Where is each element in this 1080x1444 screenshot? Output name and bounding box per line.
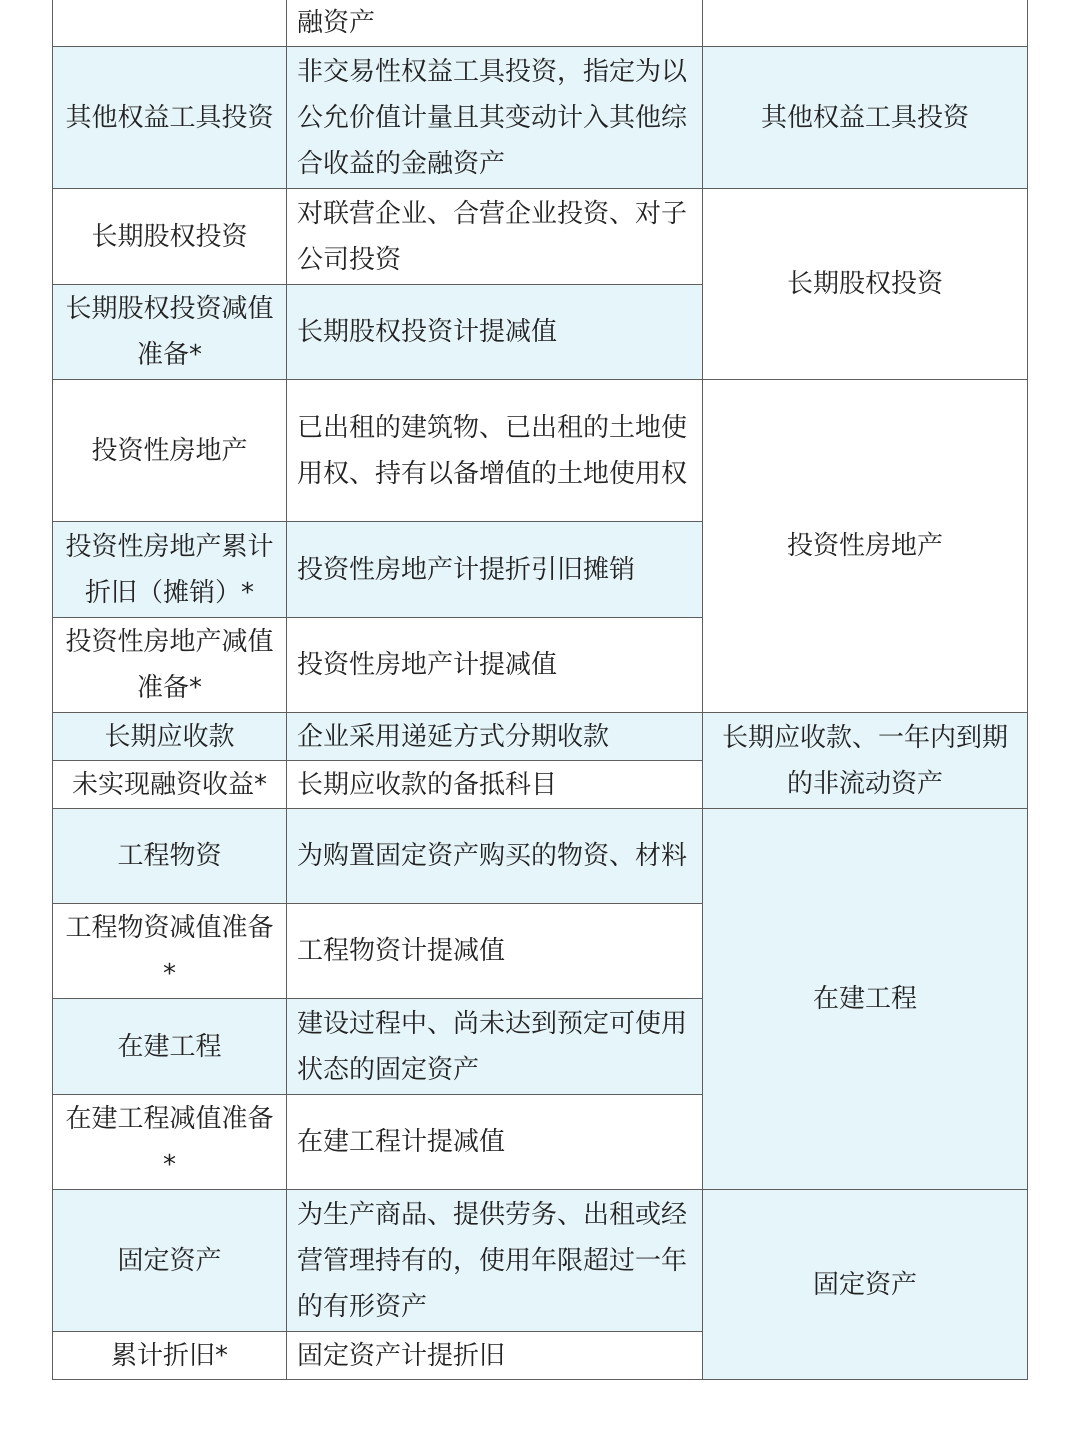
- description-cell: 融资产: [287, 0, 703, 47]
- report-item-cell: 其他权益工具投资: [703, 47, 1028, 189]
- description-cell: 企业采用递延方式分期收款: [287, 713, 703, 761]
- description-cell: 已出租的建筑物、已出租的土地使用权、持有以备增值的土地使用权: [287, 380, 703, 522]
- account-name-cell: 工程物资: [53, 809, 287, 904]
- accounts-table-container: [52, 0, 1027, 1380]
- account-name-cell: 未实现融资收益*: [53, 761, 287, 809]
- account-name-cell: 投资性房地产: [53, 380, 287, 522]
- description-cell: 长期应收款的备抵科目: [287, 761, 703, 809]
- description-cell: 投资性房地产计提减值: [287, 618, 703, 713]
- table-row: [53, 1190, 1028, 1332]
- table-row: [53, 47, 1028, 189]
- report-item-cell: 投资性房地产: [703, 380, 1028, 713]
- table-row: [53, 809, 1028, 904]
- account-name-cell: [53, 0, 287, 47]
- account-name-cell: 长期应收款: [53, 713, 287, 761]
- account-name-cell: 工程物资减值准备*: [53, 904, 287, 999]
- table-row: [53, 0, 1028, 47]
- report-item-cell: 在建工程: [703, 809, 1028, 1190]
- description-cell: 为购置固定资产购买的物资、材料: [287, 809, 703, 904]
- report-item-cell: 长期股权投资: [703, 189, 1028, 380]
- description-cell: 非交易性权益工具投资，指定为以公允价值计量且其变动计入其他综合收益的金融资产: [287, 47, 703, 189]
- description-cell: 为生产商品、提供劳务、出租或经营管理持有的，使用年限超过一年的有形资产: [287, 1190, 703, 1332]
- report-item-cell: 长期应收款、一年内到期的非流动资产: [703, 713, 1028, 809]
- description-cell: 固定资产计提折旧: [287, 1332, 703, 1380]
- description-cell: 对联营企业、合营企业投资、对子公司投资: [287, 189, 703, 285]
- description-cell: 长期股权投资计提减值: [287, 285, 703, 380]
- account-name-cell: 投资性房地产减值准备*: [53, 618, 287, 713]
- account-name-cell: 其他权益工具投资: [53, 47, 287, 189]
- account-name-cell: 长期股权投资: [53, 189, 287, 285]
- account-name-cell: 固定资产: [53, 1190, 287, 1332]
- table-row: [53, 380, 1028, 522]
- description-cell: 工程物资计提减值: [287, 904, 703, 999]
- report-item-cell: [703, 0, 1028, 47]
- account-name-cell: 在建工程减值准备*: [53, 1095, 287, 1190]
- accounts-table: [52, 0, 1028, 1380]
- account-name-cell: 投资性房地产累计折旧（摊销）*: [53, 522, 287, 618]
- account-name-cell: 累计折旧*: [53, 1332, 287, 1380]
- account-name-cell: 在建工程: [53, 999, 287, 1095]
- description-cell: 在建工程计提减值: [287, 1095, 703, 1190]
- description-cell: 投资性房地产计提折引旧摊销: [287, 522, 703, 618]
- description-cell: 建设过程中、尚未达到预定可使用状态的固定资产: [287, 999, 703, 1095]
- table-row: [53, 713, 1028, 761]
- table-row: [53, 189, 1028, 285]
- account-name-cell: 长期股权投资减值准备*: [53, 285, 287, 380]
- report-item-cell: 固定资产: [703, 1190, 1028, 1380]
